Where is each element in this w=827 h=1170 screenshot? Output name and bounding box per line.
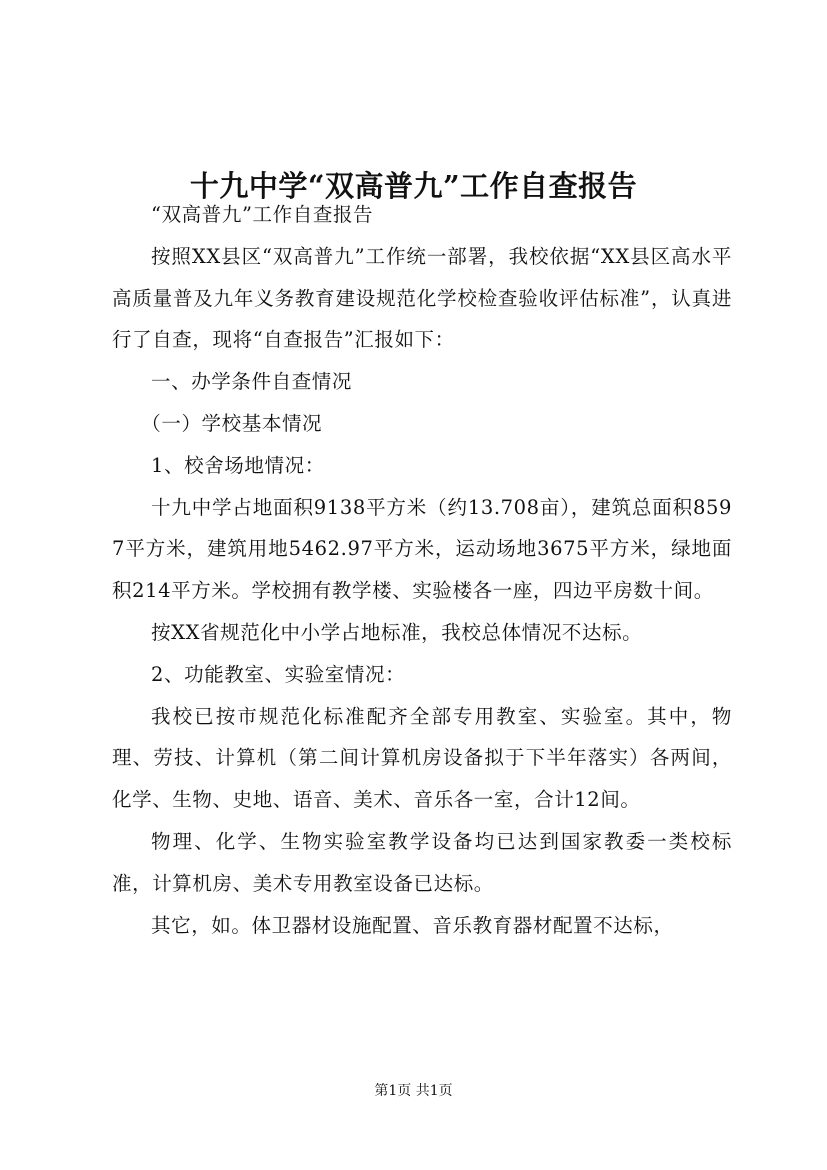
paragraph: 按XX省规范化中小学占地标准，我校总体情况不达标。 — [151, 620, 643, 644]
paragraph: 按照XX县区“双高普九”工作统一部署，我校依据“XX县区高水平高质量普及九年义务教育建设规范化学校检查验收评估标准”，认真进行了自查，现将“自查报告”汇报如下： — [112, 244, 732, 352]
document-body — [112, 194, 732, 946]
document-subtitle: “双高普九”工作自查报告 — [151, 203, 374, 226]
paragraph: 物理、化学、生物实验室教学设备均已达到国家教委一类校标准，计算机房、美术专用教室设备已达标。 — [112, 829, 732, 895]
item-heading: 2、功能教室、实验室情况： — [151, 662, 406, 686]
paragraph: 其它，如。体卫器材设施配置、音乐教育器材配置不达标， — [151, 913, 674, 937]
paragraph: 我校已按市规范化标准配齐全部专用教室、实验室。其中，物理、劳技、计算机（第二间计算机房设备拟于下半年落实）各两间，化学、生物、史地、语音、美术、音乐各一室，合计12间。 — [112, 704, 732, 812]
item-heading: 1、校舍场地情况： — [151, 453, 325, 477]
subsection-heading: （一）学校基本情况 — [141, 411, 323, 435]
paragraph: 十九中学占地面积9138平方米（约13.708亩），建筑总面积8597平方米，建筑用地5462.97平方米，运动场地3675平方米，绿地面积214平方米。学校拥有教学楼、实验楼各一座，四边平房数十间。 — [112, 495, 732, 603]
section-heading: 一、办学条件自查情况 — [151, 370, 353, 394]
page-footer: 第1页 共1页 — [374, 1083, 453, 1099]
document-title: 十九中学“双高普九”工作自查报告 — [189, 169, 638, 204]
